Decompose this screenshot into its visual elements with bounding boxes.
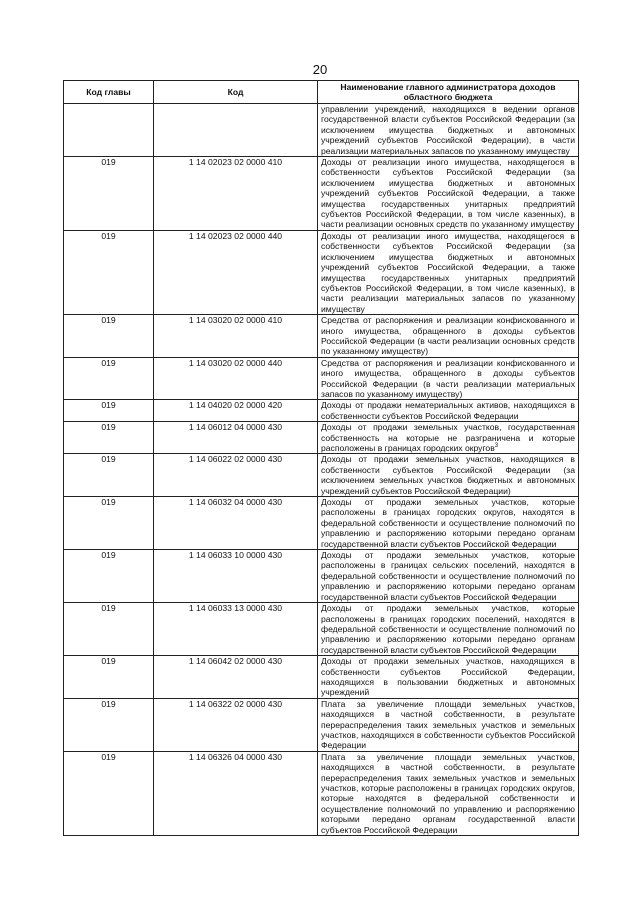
table-cell-description (318, 550, 579, 603)
table-row (64, 315, 579, 358)
table-row (64, 400, 579, 422)
table-cell-code: 1 14 02023 02 0000 410 (154, 157, 318, 231)
table-cell-chapter: 019 (64, 357, 154, 400)
table-cell-description (318, 497, 579, 550)
table-cell-chapter: 019 (64, 400, 154, 422)
table-cell-description (318, 357, 579, 400)
table-cell-code: 1 14 06012 04 0000 430 (154, 422, 318, 454)
description-text: Доходы от реализации иного имущества, находящегося в собственности субъектов Российской Федерации (за исключением имущества бюджетных и автономных учреждений субъектов Российской Федерации, а также имущества государственных унитарных предприятий субъектов Российской Федерации, в том числе казенных), в части реализации материальных запасов по указанному имуществу (321, 230, 575, 314)
description-text: Средства от распоряжения и реализации конфискованного и иного имущества, обращенного в доходы субъектов Российской Федерации (в части реализации основных средств по указанному имуществу) (321, 315, 575, 357)
table-cell-code: 1 14 06032 04 0000 430 (154, 497, 318, 550)
table-cell-description (318, 603, 579, 656)
table-row-continuation (64, 104, 579, 157)
table-cell-description (318, 656, 579, 699)
table-cell-chapter: 019 (64, 315, 154, 358)
table-row (64, 230, 579, 314)
table-cell-chapter: 019 (64, 656, 154, 699)
table-cell-chapter: 019 (64, 603, 154, 656)
table-cell-code: 1 14 02023 02 0000 440 (154, 230, 318, 314)
table-cell-chapter: 019 (64, 422, 154, 454)
footnote-marker: 3 (494, 443, 499, 450)
table-row (64, 656, 579, 699)
table-cell-description (318, 400, 579, 422)
description-text: Средства от распоряжения и реализации конфискованного и иного имущества, обращенного в доходы субъектов Российской Федерации (в части реализации материальных запасов по указанному имуществу) (321, 357, 575, 399)
description-text: Доходы от продажи земельных участков, которые расположены в границах городских поселений, находятся в федеральной собственности и осуществление полномочий по управлению и распоряжению которыми передано органам государственной власти субъектов Российской Федерации (321, 603, 575, 655)
description-text: Доходы от продажи земельных участков, находящихся в собственности субъектов Российской Федерации, находящихся в пользовании бюджетных и автономных учреждений (321, 656, 575, 698)
table-cell-description (318, 422, 579, 454)
table-cell-description (318, 230, 579, 314)
table-cell-code: 1 14 06022 02 0000 430 (154, 454, 318, 497)
table-cell-chapter: 019 (64, 550, 154, 603)
header-code: Код (154, 81, 318, 104)
table-cell-code: 1 14 06033 10 0000 430 (154, 550, 318, 603)
description-text: Доходы от продажи нематериальных активов, находящихся в собственности субъектов Российской Федерации (321, 400, 575, 421)
table-row (64, 497, 579, 550)
table-cell-chapter: 019 (64, 157, 154, 231)
table-cell-code: 1 14 03020 02 0000 410 (154, 315, 318, 358)
table-cell-code: 1 14 06326 04 0000 430 (154, 751, 318, 835)
table-cell-code: 1 14 06322 02 0000 430 (154, 698, 318, 751)
table-row (64, 550, 579, 603)
table-row (64, 157, 579, 231)
description-text: Доходы от реализации иного имущества, находящегося в собственности субъектов Российской Федерации (за исключением имущества бюджетных и автономных учреждений субъектов Российской Федерации, а также имущества государственных унитарных предприятий субъектов Российской Федерации, в том числе казенных), в части реализации основных средств по указанному имуществу (321, 157, 575, 230)
table-cell-chapter: 019 (64, 454, 154, 497)
table-cell-code: 1 14 06042 02 0000 430 (154, 656, 318, 699)
revenue-administrators-table (63, 80, 579, 836)
table-cell-description (318, 698, 579, 751)
table-cell-chapter: 019 (64, 751, 154, 835)
table-body (64, 104, 579, 836)
page-number: 20 (312, 62, 328, 77)
table-row (64, 698, 579, 751)
table-cell-chapter: 019 (64, 230, 154, 314)
description-text: Плата за увеличение площади земельных участков, находящихся в частной собственности, в результате перераспределения таких земельных участков и земельных участков, которые расположены в границах городских округов, которые находятся в федеральной собственности и осуществление полномочий по управлению и распоряжению которыми передано органам государственной власти субъектов Российской Федерации (321, 751, 575, 835)
description-text: Доходы от продажи земельных участков, которые расположены в границах городских округов, находятся в федеральной собственности и осуществление полномочий по управлению и распоряжению которыми передано органам государственной власти субъектов Российской Федерации (321, 497, 575, 549)
description-text: Плата за увеличение площади земельных участков, находящихся в частной собственности, в результате перераспределения таких земельных участков и земельных участков, находящихся в собственности субъектов Российской Федерации (321, 698, 575, 751)
table-cell-chapter: 019 (64, 698, 154, 751)
table-header-row (64, 81, 579, 104)
table-row (64, 454, 579, 497)
description-text: Доходы от продажи земельных участков, находящихся в собственности субъектов Российской Федерации (за исключением земельных участков бюджетных и автономных учреждений субъектов Российской Федерации) (321, 454, 575, 496)
table-cell-chapter (64, 104, 154, 157)
table-row (64, 603, 579, 656)
table-row (64, 751, 579, 835)
table-cell-description (318, 315, 579, 358)
table-row (64, 357, 579, 400)
table-row (64, 422, 579, 454)
table-cell-code (154, 104, 318, 157)
table-cell-description (318, 454, 579, 497)
header-administrator-name: Наименование главного администратора доходов областного бюджета (318, 81, 579, 104)
table-cell-description: управлении учреждений, находящихся в ведении органов государственной власти субъектов Российской Федерации (за исключением имущества бюджетных и автономных учреждений субъектов Российской Федерации), в части реализации материальных запасов по указанному имуществу (318, 104, 579, 157)
table-cell-code: 1 14 03020 02 0000 440 (154, 357, 318, 400)
table-cell-description (318, 751, 579, 835)
header-chapter-code: Код главы (64, 81, 154, 104)
table-cell-code: 1 14 06033 13 0000 430 (154, 603, 318, 656)
table-cell-code: 1 14 04020 02 0000 420 (154, 400, 318, 422)
description-text: Доходы от продажи земельных участков, которые расположены в границах сельских поселений, находятся в федеральной собственности и осуществление полномочий по управлению и распоряжению которыми передано органам государственной власти субъектов Российской Федерации (321, 550, 575, 602)
table-cell-description (318, 157, 579, 231)
description-text: Доходы от продажи земельных участков, государственная собственность на которые не разграничена и которые расположены в границах городских округов (321, 422, 575, 453)
table-cell-chapter: 019 (64, 497, 154, 550)
